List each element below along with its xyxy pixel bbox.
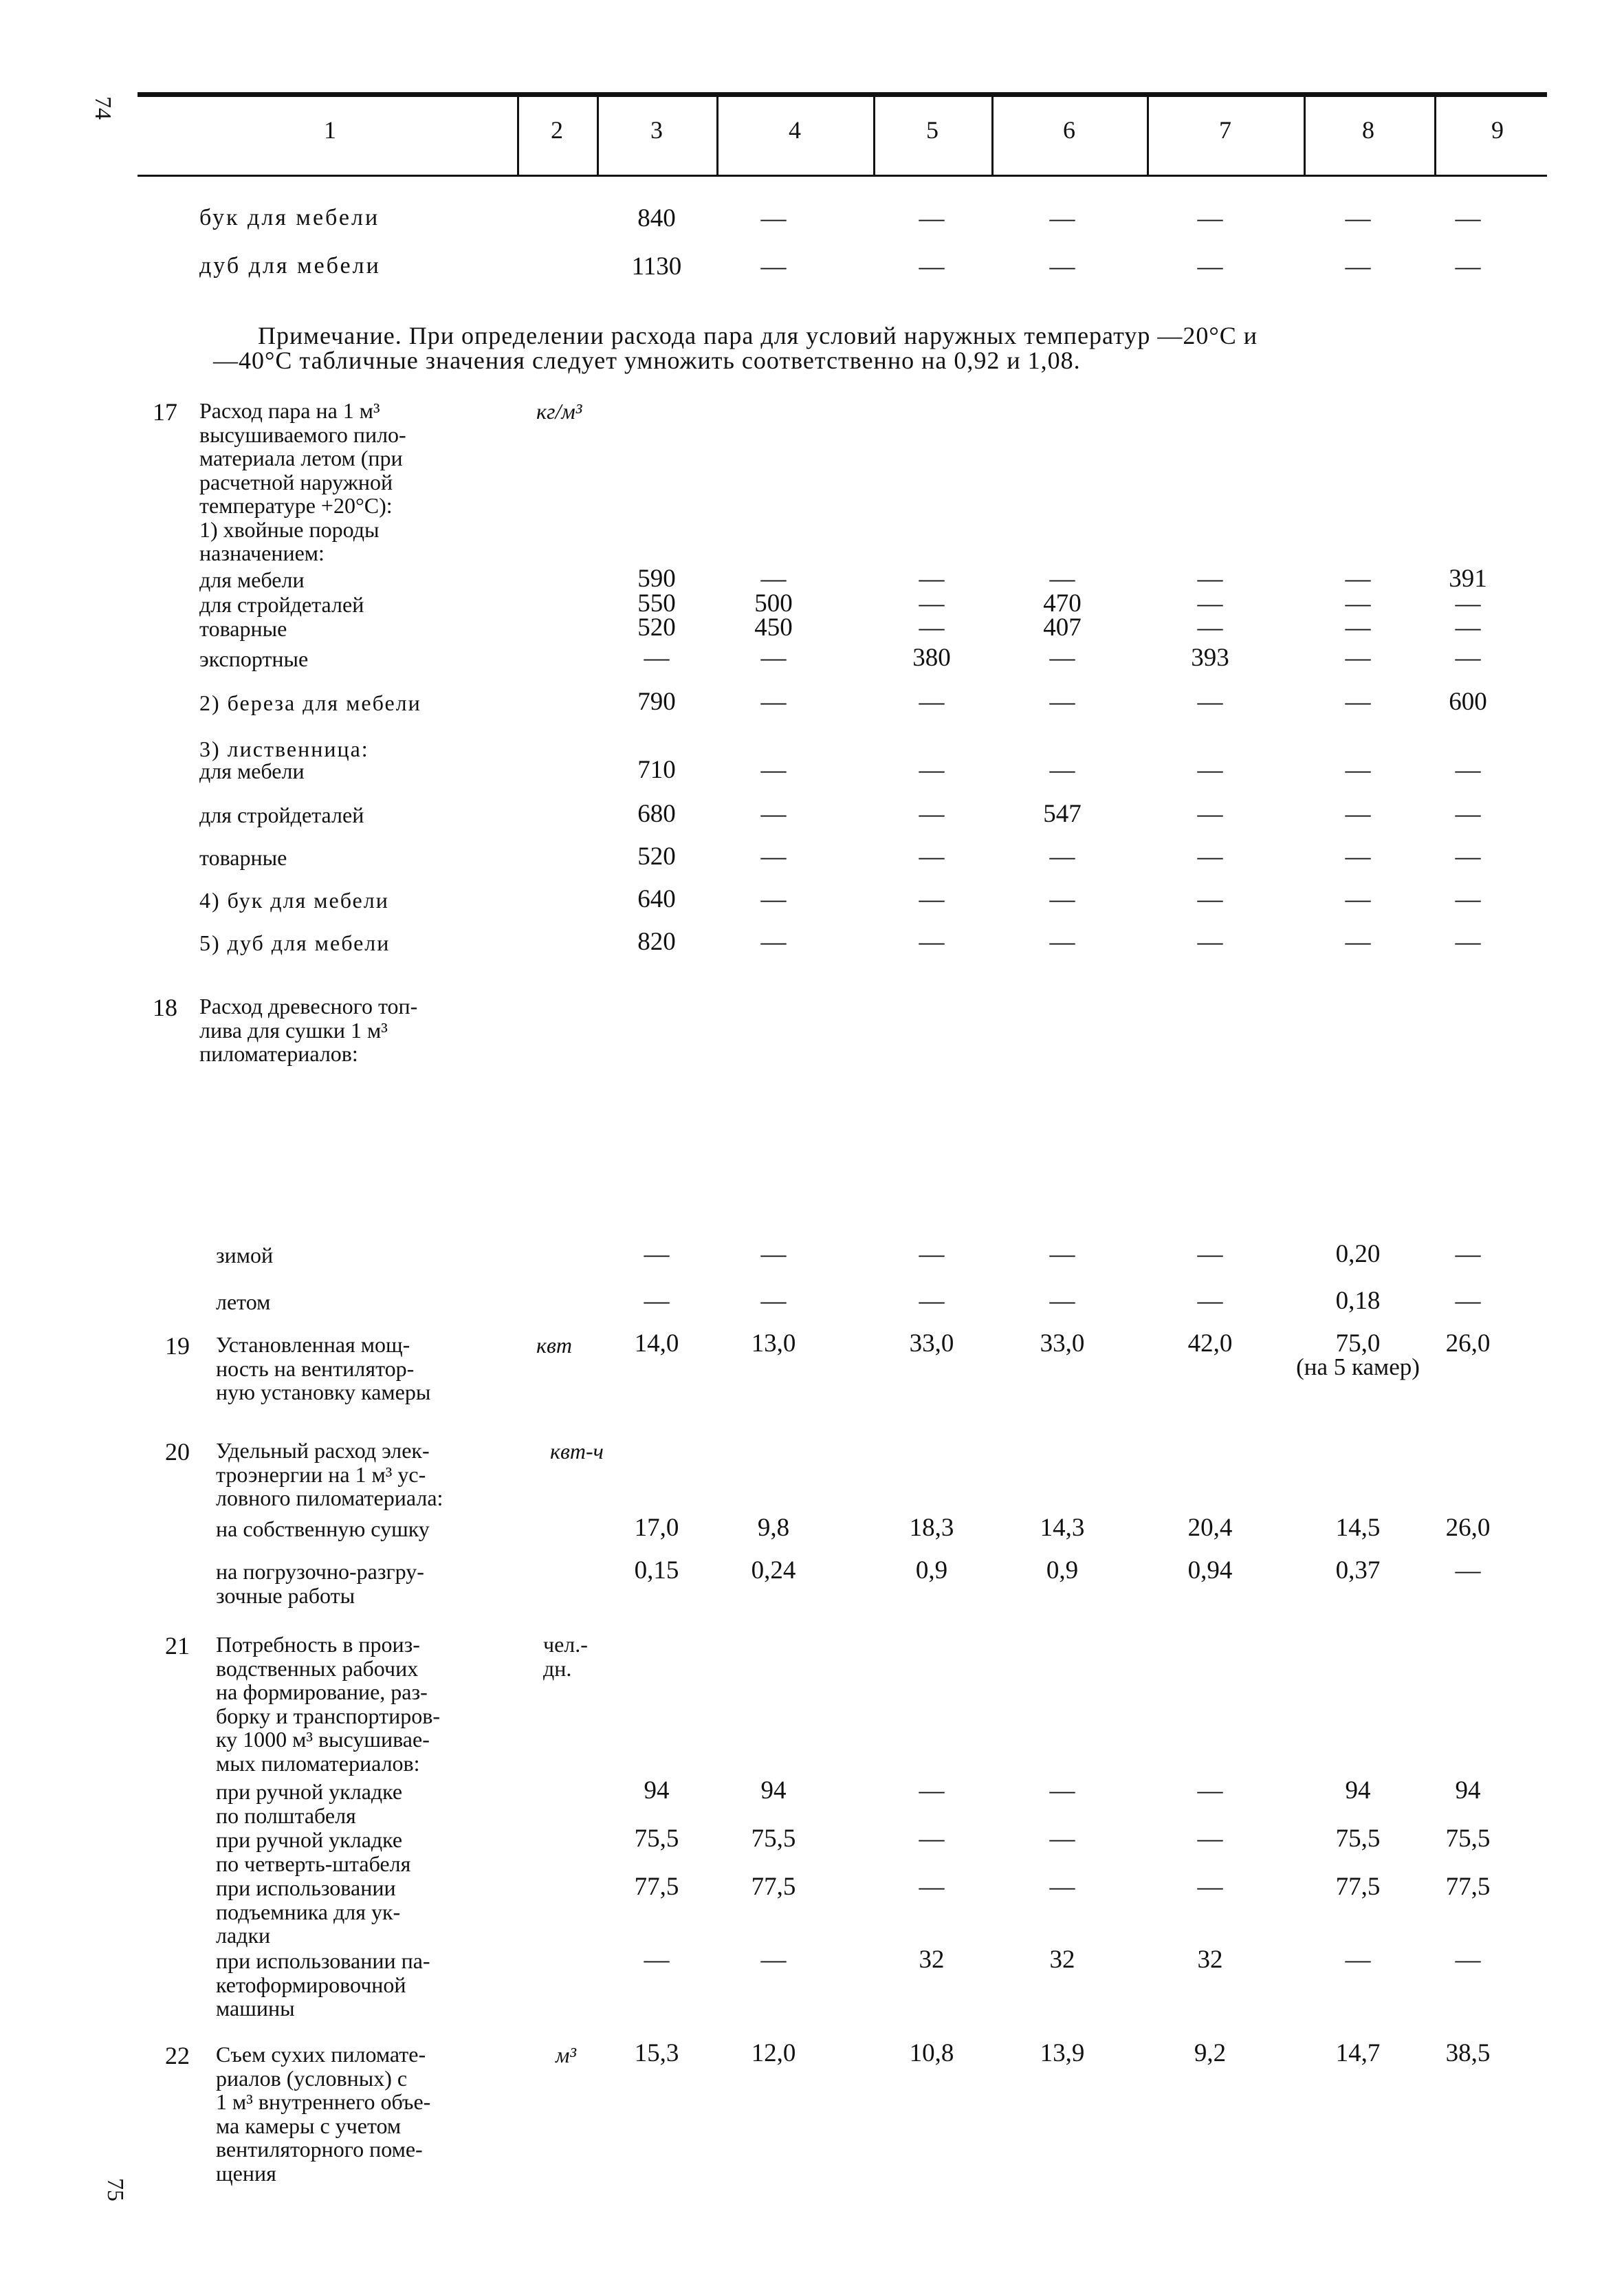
cell-col-7: —	[1197, 688, 1223, 716]
unit-label: кг/м³	[536, 399, 582, 424]
cell-col-5: —	[919, 688, 945, 716]
cell-col-7: 0,94	[1187, 1556, 1233, 1585]
cell-col-8: 0,20	[1335, 1240, 1381, 1268]
row-title: лива для сушки 1 м³	[199, 1017, 388, 1043]
cell-col-5: 32	[919, 1946, 945, 1974]
row-number: 17	[153, 398, 177, 426]
cell-col-3: 710	[637, 756, 676, 784]
cell-col-8: 77,5	[1335, 1873, 1381, 1901]
cell-col-6: —	[1049, 644, 1075, 672]
cell-col-3: 94	[644, 1776, 670, 1805]
row-title: 1 м³ внутреннего объе-	[216, 2089, 431, 2114]
header-col-9: 9	[1491, 116, 1504, 144]
cell-col-6: —	[1049, 756, 1075, 784]
header-col-1: 1	[324, 116, 336, 144]
cell-col-5: —	[919, 1873, 945, 1901]
row-title: борку и транспортиров-	[216, 1703, 440, 1728]
cell-col-5: —	[919, 1825, 945, 1853]
header-col-4: 4	[789, 116, 801, 144]
cell-col-6: 14,3	[1040, 1514, 1085, 1542]
cell-col-3: —	[644, 1240, 670, 1268]
cell-col-4: —	[760, 1240, 787, 1268]
row-title: ность на вентилятор-	[216, 1356, 415, 1381]
row-title: ку 1000 м³ высушивае-	[216, 1727, 430, 1752]
col-divider	[1304, 96, 1306, 175]
row-item-label: экспортные	[199, 646, 309, 671]
header-bottom-rule	[138, 175, 1547, 177]
cell-col-8: —	[1345, 644, 1371, 672]
row-item-label: для стройдеталей	[199, 803, 364, 827]
cell-col-7: —	[1197, 1825, 1223, 1853]
row-item-label: при использовании па-	[216, 1948, 430, 1973]
cell-col-5: —	[919, 613, 945, 642]
row-item-label: товарные	[199, 616, 287, 641]
cell-col-3: 75,5	[634, 1825, 679, 1853]
cell-col-4: 75,5	[751, 1825, 796, 1853]
row-item-label: по полштабеля	[216, 1803, 356, 1828]
cell-col-5: —	[919, 1287, 945, 1315]
cell-col-4: —	[760, 800, 787, 828]
cell-col-5: —	[919, 756, 945, 784]
row-title: ма камеры с учетом	[216, 2113, 402, 2138]
row-item-label: ладки	[216, 1923, 271, 1948]
cell-col-5: —	[919, 589, 945, 618]
cell-col-3: 15,3	[634, 2039, 679, 2067]
row-item-label: для стройдеталей	[199, 592, 364, 617]
unit-label: квт	[536, 1333, 572, 1358]
cell-col-9: —	[1455, 1240, 1481, 1268]
cell-col-7: 9,2	[1194, 2039, 1227, 2067]
row-item-label: зимой	[216, 1243, 274, 1267]
cell-col-9: 75,5	[1445, 1825, 1491, 1853]
cell-col-3: 790	[637, 688, 676, 716]
row-title: Расход древесного топ-	[199, 994, 418, 1019]
row-item-label: машины	[216, 1996, 295, 2021]
note-line-2: —40°С табличные значения следует умножить соответственно на 0,92 и 1,08.	[213, 347, 1081, 374]
cell-col-5: —	[919, 928, 945, 956]
cell-col-4: 500	[754, 589, 793, 618]
row-label: бук для мебели	[199, 205, 380, 230]
cell-col-3: 1130	[631, 252, 682, 281]
cell-col-6: —	[1049, 1776, 1075, 1805]
cell-col-7: 32	[1197, 1946, 1223, 1974]
cell-col-4: —	[760, 565, 787, 593]
col-divider	[1147, 96, 1149, 175]
row-title: ловного пиломатериала:	[216, 1485, 443, 1510]
unit-label: дн.	[543, 1655, 572, 1681]
cell-col-9: 94	[1455, 1776, 1481, 1805]
row-item-label: на собственную сушку	[216, 1516, 430, 1541]
row-title: на формирование, раз-	[216, 1679, 428, 1704]
cell-col-8-note: (на 5 камер)	[1296, 1353, 1420, 1380]
cell-col-4: —	[760, 204, 787, 232]
row-title: водственных рабочих	[216, 1655, 419, 1681]
cell-col-4: —	[760, 756, 787, 784]
cell-col-8: 94	[1345, 1776, 1371, 1805]
cell-col-6: —	[1049, 252, 1075, 281]
row-number: 19	[165, 1332, 190, 1360]
row-item-label: подъемника для ук-	[216, 1899, 401, 1924]
cell-col-3: 77,5	[634, 1873, 679, 1901]
header-col-5: 5	[926, 116, 939, 144]
cell-col-4: 450	[754, 613, 793, 642]
row-item-label: при использовании	[216, 1875, 396, 1900]
row-title: Расход пара на 1 м³	[199, 398, 380, 423]
cell-col-6: 407	[1043, 613, 1082, 642]
row-item-label: по четверть-штабеля	[216, 1851, 411, 1876]
header-col-7: 7	[1219, 116, 1231, 144]
cell-col-5: 10,8	[909, 2039, 954, 2067]
col-divider	[873, 96, 875, 175]
row-number: 18	[153, 994, 177, 1021]
cell-col-4: 9,8	[757, 1514, 790, 1542]
cell-col-3: 640	[637, 885, 676, 913]
cell-col-7: —	[1197, 613, 1223, 642]
cell-col-8: 14,7	[1335, 2039, 1381, 2067]
cell-col-4: 12,0	[751, 2039, 796, 2067]
cell-col-4: —	[760, 928, 787, 956]
row-item-label: на погрузочно-разгру-	[216, 1559, 424, 1584]
cell-col-5: 0,9	[915, 1556, 948, 1585]
cell-col-8: —	[1345, 613, 1371, 642]
cell-col-6: —	[1049, 688, 1075, 716]
row-number: 20	[165, 1438, 190, 1466]
note-line-1: Примечание. При определении расхода пара для условий наружных температур —20°С и	[258, 322, 1258, 349]
unit-label: чел.-	[543, 1632, 588, 1657]
cell-col-6: —	[1049, 1873, 1075, 1901]
cell-col-5: —	[919, 885, 945, 913]
row-item-label: 3) лиственница:	[199, 737, 369, 761]
row-title: материала летом (при	[199, 446, 403, 470]
cell-col-3: 520	[637, 613, 676, 642]
cell-col-3: 550	[637, 589, 676, 618]
cell-col-3: 680	[637, 800, 676, 828]
cell-col-4: —	[760, 1946, 787, 1974]
col-divider	[716, 96, 718, 175]
cell-col-6: —	[1049, 885, 1075, 913]
cell-col-7: —	[1197, 800, 1223, 828]
cell-col-7: —	[1197, 589, 1223, 618]
header-top-rule	[138, 92, 1547, 97]
cell-col-3: —	[644, 644, 670, 672]
cell-col-7: 393	[1191, 644, 1229, 672]
cell-col-4: 0,24	[751, 1556, 796, 1585]
cell-col-8: —	[1345, 842, 1371, 871]
cell-col-6: —	[1049, 1240, 1075, 1268]
row-item-label: 2) береза для мебели	[199, 690, 421, 715]
cell-col-9: —	[1455, 613, 1481, 642]
cell-col-7: —	[1197, 565, 1223, 593]
cell-col-6: 13,9	[1040, 2039, 1085, 2067]
row-item-label: при ручной укладке	[216, 1779, 403, 1804]
cell-col-4: —	[760, 688, 787, 716]
cell-col-9: —	[1455, 204, 1481, 232]
cell-col-6: —	[1049, 565, 1075, 593]
cell-col-5: 18,3	[909, 1514, 954, 1542]
cell-col-6: —	[1049, 204, 1075, 232]
cell-col-7: —	[1197, 1873, 1223, 1901]
cell-col-7: 42,0	[1187, 1329, 1233, 1358]
row-item-label: 5) дуб для мебели	[199, 930, 391, 955]
cell-col-3: 590	[637, 565, 676, 593]
cell-col-9: —	[1455, 644, 1481, 672]
cell-col-9: —	[1455, 589, 1481, 618]
cell-col-6: 33,0	[1040, 1329, 1085, 1358]
row-item-label: при ручной укладке	[216, 1827, 403, 1852]
row-title: Удельный расход элек-	[216, 1438, 430, 1463]
header-col-8: 8	[1362, 116, 1374, 144]
cell-col-6: 32	[1049, 1946, 1075, 1974]
row-item-label: 4) бук для мебели	[199, 888, 389, 913]
row-title: риалов (условных) с	[216, 2065, 408, 2091]
cell-col-8: 14,5	[1335, 1514, 1381, 1542]
row-title: троэнергии на 1 м³ ус-	[216, 1461, 426, 1487]
cell-col-8: —	[1345, 589, 1371, 618]
cell-col-6: —	[1049, 1287, 1075, 1315]
cell-col-5: 33,0	[909, 1329, 954, 1358]
row-title: Съем сухих пиломате-	[216, 2042, 426, 2067]
cell-col-8: —	[1345, 252, 1371, 281]
page-number-top: 74	[90, 96, 116, 120]
row-item-label: для мебели	[199, 567, 305, 592]
row-label: дуб для мебели	[199, 253, 381, 279]
row-title: пиломатериалов:	[199, 1041, 358, 1066]
cell-col-8: —	[1345, 565, 1371, 593]
cell-col-3: 14,0	[634, 1329, 679, 1358]
cell-col-3: 17,0	[634, 1514, 679, 1542]
unit-label: м³	[556, 2043, 577, 2067]
cell-col-8: —	[1345, 800, 1371, 828]
cell-col-8: —	[1345, 885, 1371, 913]
cell-col-4: —	[760, 644, 787, 672]
row-title: расчетной наружной	[199, 469, 393, 494]
cell-col-7: —	[1197, 842, 1223, 871]
unit-label: квт-ч	[550, 1439, 604, 1463]
row-item-label: летом	[216, 1289, 271, 1314]
cell-col-9: —	[1455, 885, 1481, 913]
cell-col-3: 820	[637, 928, 676, 956]
header-col-6: 6	[1063, 116, 1075, 144]
cell-col-9: —	[1455, 1287, 1481, 1315]
cell-col-7: —	[1197, 1240, 1223, 1268]
cell-col-9: 391	[1449, 565, 1487, 593]
cell-col-7: —	[1197, 1287, 1223, 1315]
cell-col-4: 77,5	[751, 1873, 796, 1901]
cell-col-9: —	[1455, 756, 1481, 784]
cell-col-4: —	[760, 252, 787, 281]
col-divider	[991, 96, 994, 175]
cell-col-8: —	[1345, 204, 1371, 232]
page-number-bottom: 75	[102, 2178, 128, 2201]
cell-col-7: 20,4	[1187, 1514, 1233, 1542]
col-divider	[517, 96, 519, 175]
cell-col-8: 0,37	[1335, 1556, 1381, 1585]
cell-col-6: 547	[1043, 800, 1082, 828]
cell-col-9: —	[1455, 1946, 1481, 1974]
cell-col-9: —	[1455, 800, 1481, 828]
cell-col-9: 26,0	[1445, 1329, 1491, 1358]
row-item-label: кетоформировочной	[216, 1972, 406, 1997]
cell-col-5: —	[919, 1240, 945, 1268]
cell-col-8: 75,0	[1335, 1329, 1381, 1358]
row-title: Потребность в произ-	[216, 1632, 420, 1657]
cell-col-5: —	[919, 204, 945, 232]
cell-col-9: 600	[1449, 688, 1487, 716]
cell-col-4: —	[760, 885, 787, 913]
row-item-label: товарные	[199, 845, 287, 870]
cell-col-3: 0,15	[634, 1556, 679, 1585]
row-item-label: зочные работы	[216, 1582, 355, 1608]
col-divider	[1434, 96, 1436, 175]
row-title: ную установку камеры	[216, 1380, 431, 1404]
cell-col-3: —	[644, 1287, 670, 1315]
cell-col-8: —	[1345, 688, 1371, 716]
cell-col-4: 94	[760, 1776, 787, 1805]
row-number: 21	[165, 1632, 190, 1659]
cell-col-3: 520	[637, 842, 676, 871]
cell-col-9: —	[1455, 842, 1481, 871]
cell-col-4: —	[760, 842, 787, 871]
cell-col-6: —	[1049, 928, 1075, 956]
cell-col-9: —	[1455, 1556, 1481, 1585]
row-item-label: для мебели	[199, 759, 305, 783]
cell-col-5: —	[919, 800, 945, 828]
cell-col-8: 0,18	[1335, 1287, 1381, 1315]
header-col-3: 3	[650, 116, 663, 144]
cell-col-8: 75,5	[1335, 1825, 1381, 1853]
cell-col-7: —	[1197, 204, 1223, 232]
cell-col-3: 840	[637, 204, 676, 232]
cell-col-7: —	[1197, 756, 1223, 784]
cell-col-5: —	[919, 842, 945, 871]
cell-col-7: —	[1197, 1776, 1223, 1805]
row-title: назначением:	[199, 541, 325, 565]
cell-col-7: —	[1197, 928, 1223, 956]
cell-col-9: —	[1455, 928, 1481, 956]
header-col-2: 2	[551, 116, 563, 144]
cell-col-4: —	[760, 1287, 787, 1315]
row-title: 1) хвойные породы	[199, 516, 380, 542]
row-title: Установленная мощ-	[216, 1332, 410, 1357]
cell-col-9: 26,0	[1445, 1514, 1491, 1542]
col-divider	[597, 96, 599, 175]
cell-col-6: 0,9	[1046, 1556, 1079, 1585]
cell-col-8: —	[1345, 928, 1371, 956]
row-title: щения	[216, 2160, 276, 2186]
cell-col-6: 470	[1043, 589, 1082, 618]
cell-col-9: 38,5	[1445, 2039, 1491, 2067]
cell-col-6: —	[1049, 1825, 1075, 1853]
row-title: температуре +20°С):	[199, 493, 393, 518]
row-number: 22	[165, 2042, 190, 2069]
row-title: мых пиломатериалов:	[216, 1750, 420, 1776]
cell-col-5: —	[919, 252, 945, 281]
cell-col-5: —	[919, 565, 945, 593]
cell-col-9: 77,5	[1445, 1873, 1491, 1901]
cell-col-5: 380	[912, 644, 951, 672]
row-title: вентиляторного поме-	[216, 2137, 423, 2162]
cell-col-3: —	[644, 1946, 670, 1974]
cell-col-5: —	[919, 1776, 945, 1805]
cell-col-4: 13,0	[751, 1329, 796, 1358]
cell-col-7: —	[1197, 252, 1223, 281]
cell-col-9: —	[1455, 252, 1481, 281]
cell-col-8: —	[1345, 756, 1371, 784]
cell-col-8: —	[1345, 1946, 1371, 1974]
cell-col-7: —	[1197, 885, 1223, 913]
row-title: высушиваемого пило-	[199, 422, 406, 447]
cell-col-6: —	[1049, 842, 1075, 871]
